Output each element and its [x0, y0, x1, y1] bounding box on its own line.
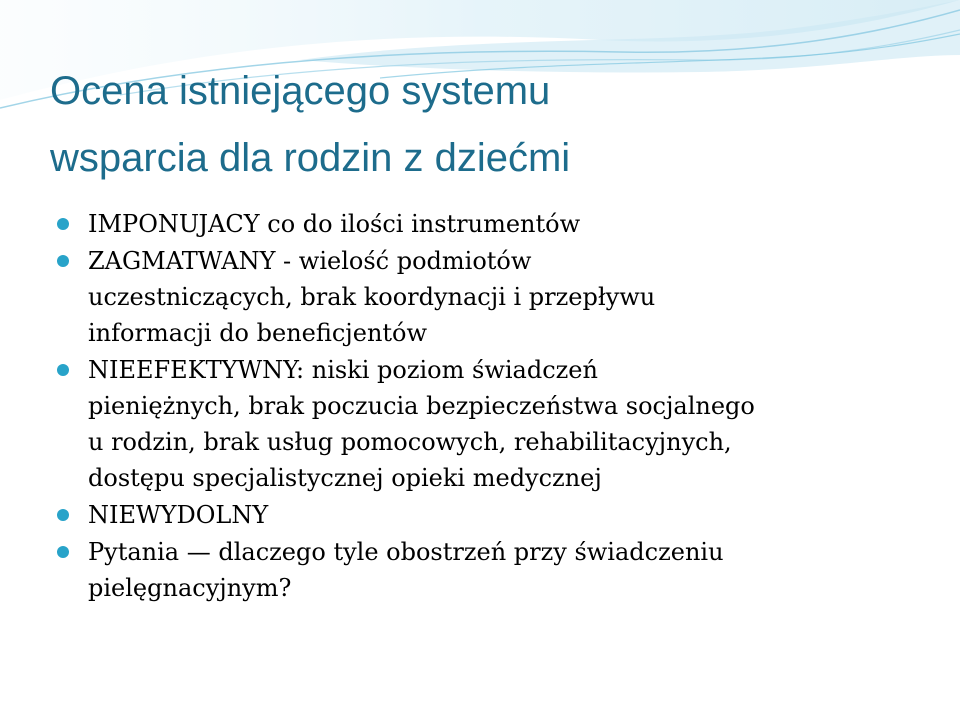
bullet-text-line: NIEWYDOLNY: [88, 501, 269, 529]
bullet-text-line: Pytania — dlaczego tyle obostrzeń przy świadczeniu: [88, 538, 724, 566]
bullet-item: [55, 534, 915, 606]
bullet-dot-icon: [57, 255, 69, 267]
bullet-dot-icon: [57, 509, 69, 521]
slide-title-line-2: wsparcia dla rodzin z dziećmi: [50, 136, 571, 181]
bullet-item: [55, 206, 915, 242]
bullet-text-line: NIEEFEKTYWNY: niski poziom świadczeń: [88, 356, 598, 384]
bullet-text-line: pieniężnych, brak poczucia bezpieczeństwa socjalnego: [88, 392, 755, 420]
bullet-dot-icon: [57, 364, 69, 376]
bullet-text-line: uczestniczących, brak koordynacji i przepływu: [88, 283, 656, 311]
bullet-item: [55, 243, 915, 351]
bullet-text-line: IMPONUJACY co do ilości instrumentów: [88, 210, 581, 238]
slide-title: [50, 58, 910, 192]
bullet-list: [55, 206, 915, 607]
bullet-item: [55, 352, 915, 496]
bullet-item: [55, 497, 915, 533]
bullet-text-line: u rodzin, brak usług pomocowych, rehabilitacyjnych,: [88, 428, 732, 456]
slide-title-line-1: Ocena istniejącego systemu: [50, 69, 551, 113]
bullet-text-line: informacji do beneficjentów: [88, 319, 428, 347]
bullet-text-line: pielęgnacyjnym?: [88, 574, 292, 602]
bullet-dot-icon: [57, 218, 69, 230]
bullet-dot-icon: [57, 546, 69, 558]
bullet-text-line: dostępu specjalistycznej opieki medycznej: [88, 464, 602, 492]
bullet-text-line: ZAGMATWANY - wielość podmiotów: [88, 247, 532, 275]
